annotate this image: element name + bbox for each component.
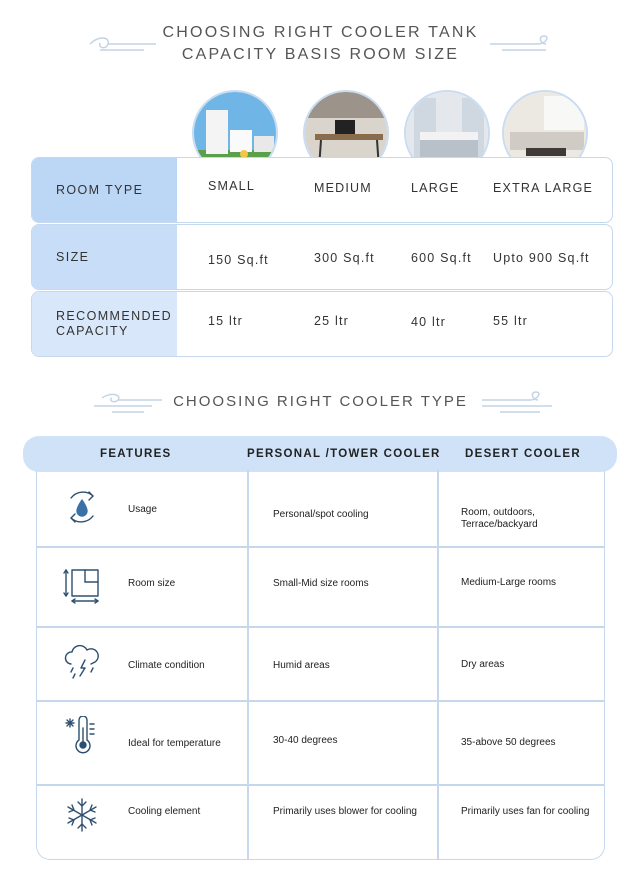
- feature-label: Ideal for temperature: [128, 738, 221, 749]
- table-row-climate-condition: [37, 626, 604, 700]
- desert-cooler-value: [461, 806, 601, 818]
- water-cycle-icon: [63, 488, 101, 526]
- personal-cooler-value: Humid areas: [273, 660, 330, 671]
- desert-cooler-value-line1: Room, outdoors,: [461, 507, 535, 518]
- capacity-title-line2: CAPACITY BASIS ROOM SIZE: [181, 46, 460, 63]
- feature-label: Room size: [128, 578, 176, 589]
- personal-cooler-value: Personal/spot cooling: [273, 509, 369, 520]
- cooler-type-section-title: CHOOSING RIGHT COOLER TYPE: [173, 393, 468, 410]
- row-label: [32, 292, 177, 356]
- desert-cooler-value-line1: Dry areas: [461, 659, 505, 670]
- size-medium: 300 Sq.ft: [314, 251, 375, 265]
- cooler-type-table-header: [23, 436, 617, 472]
- capacity-small: 15 ltr: [208, 314, 243, 328]
- row-label-text-line1: RECOMMENDED: [56, 309, 173, 323]
- row-label-text: ROOM TYPE: [56, 182, 144, 197]
- desert-cooler-value: [461, 659, 601, 671]
- row-label-text-line2: CAPACITY: [56, 324, 129, 338]
- room-type-medium: MEDIUM: [314, 181, 372, 195]
- desert-cooler-value-line1: Primarily uses fan for cooling: [461, 806, 590, 817]
- capacity-extra-large: 55 ltr: [493, 314, 528, 328]
- room-type-large: LARGE: [411, 181, 460, 195]
- desert-cooler-value: [461, 737, 601, 749]
- capacity-table: [31, 157, 613, 358]
- header-personal-tower-cooler: PERSONAL /TOWER COOLER: [247, 448, 441, 460]
- size-row: [31, 224, 613, 290]
- header-features: FEATURES: [100, 448, 172, 460]
- feature-label: Cooling element: [128, 806, 201, 817]
- thermometer-icon: [63, 716, 101, 754]
- size-extra-large: Upto 900 Sq.ft: [493, 251, 590, 265]
- capacity-medium: 25 ltr: [314, 314, 349, 328]
- room-type-row: [31, 157, 613, 223]
- size-large: 600 Sq.ft: [411, 251, 472, 265]
- capacity-title-line1: CHOOSING RIGHT COOLER TANK: [162, 24, 479, 41]
- room-type-small: SMALL: [208, 179, 255, 193]
- desert-cooler-value-line1: 35-above 50 degrees: [461, 737, 556, 748]
- header-desert-cooler: DESERT COOLER: [465, 448, 581, 460]
- desert-cooler-value-line1: Medium-Large rooms: [461, 577, 557, 588]
- recommended-capacity-row: [31, 291, 613, 357]
- row-label-text: SIZE: [56, 249, 90, 264]
- row-label: [32, 225, 177, 289]
- desert-cooler-value: [461, 577, 601, 589]
- room-type-extra-large: EXTRA LARGE: [493, 181, 594, 195]
- room-size-icon: [63, 566, 101, 604]
- table-row-usage: [37, 470, 604, 546]
- wind-swirl-decoration-right: [488, 32, 558, 54]
- personal-cooler-value: Small-Mid size rooms: [273, 578, 369, 589]
- table-row-ideal-temperature: [37, 700, 604, 784]
- desert-cooler-value-line2: Terrace/backyard: [461, 519, 538, 530]
- personal-cooler-value: 30-40 degrees: [273, 735, 338, 746]
- wind-swirl-decoration-right: [480, 390, 560, 416]
- table-row-room-size: [37, 546, 604, 626]
- snowflake-icon: [63, 796, 101, 834]
- desert-cooler-value: [461, 507, 601, 531]
- capacity-large: 40 ltr: [411, 315, 446, 329]
- cloud-rain-icon: [63, 642, 101, 680]
- wind-swirl-decoration-left: [88, 32, 158, 54]
- size-small: 150 Sq.ft: [208, 253, 269, 267]
- feature-label: Climate condition: [128, 660, 205, 671]
- row-label: [32, 158, 177, 222]
- cooler-type-table: [36, 470, 605, 860]
- feature-label: Usage: [128, 504, 157, 515]
- personal-cooler-value: Primarily uses blower for cooling: [273, 806, 417, 817]
- table-row-cooling-element: [37, 784, 604, 860]
